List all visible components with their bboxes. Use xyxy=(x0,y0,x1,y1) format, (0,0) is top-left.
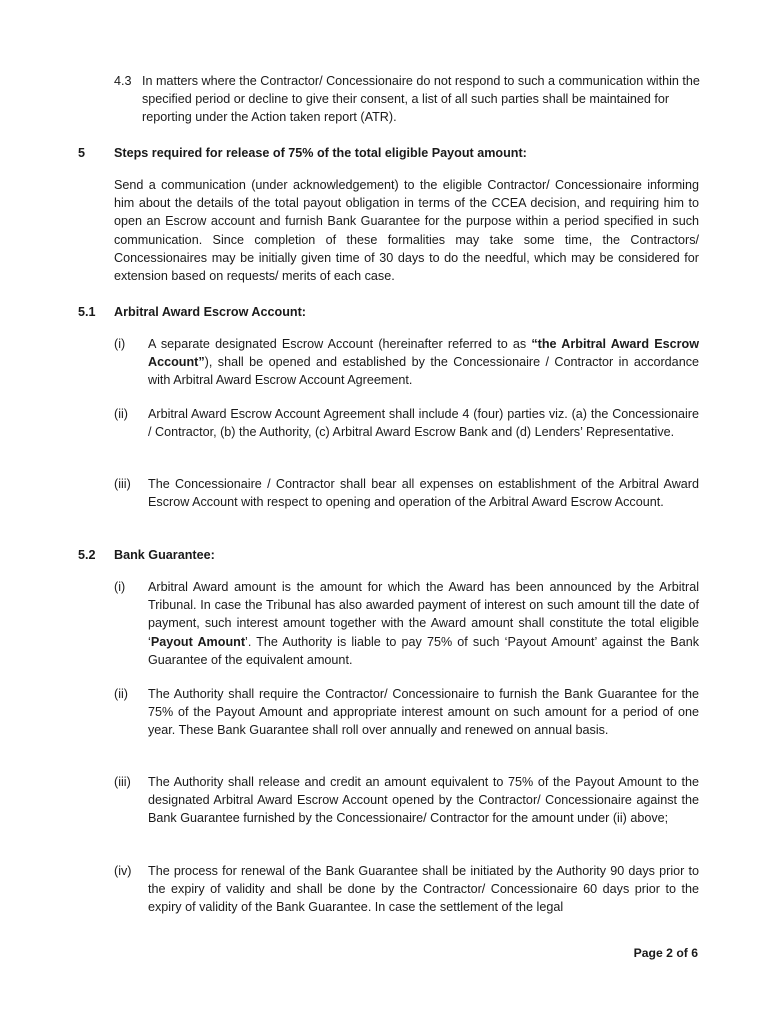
section-5-1-heading: Arbitral Award Escrow Account: xyxy=(114,305,306,319)
guarantee-item-3-text: The Authority shall release and credit an amount equivalent to 75% of the Payout Amount to the designated Arbitral Award Escrow Account opened by the Contractor/ Concessionaire against the Bank Guarantee furnished by the Concessionaire/ Contractor for the amount under (ii) above; xyxy=(148,775,699,826)
guarantee-item-1-text: Arbitral Award amount is the amount for which the Award has been announced by the Arbitral Tribunal. In case the Tribunal has also awarded payment of interest on such amount till the date of payment, such interest amount together with the Award amount shall constitute the total eligible ‘Payout Amount’. The Authority is liable to pay 75% of such ‘Payout Amount’ against the Bank Guarantee of the equivalent amount. xyxy=(148,580,699,667)
page-number: Page 2 of 6 xyxy=(633,946,698,960)
section-5-1-number: 5.1 xyxy=(78,305,96,319)
item-number: (iii) xyxy=(114,775,131,789)
item-number: (ii) xyxy=(114,687,128,701)
section-5-number: 5 xyxy=(78,146,86,160)
escrow-item-3-text: The Concessionaire / Contractor shall bear all expenses on establishment of the Arbitral Award Escrow Account with respect to opening and operation of the Arbitral Award Escrow Account. xyxy=(148,477,699,510)
guarantee-item-4-text: The process for renewal of the Bank Guarantee shall be initiated by the Authority 90 days prior to the expiry of validity and shall be done by the Contractor/ Concessionaire 60 days prior to the expiry of validity of the Bank Guarantee. In case the settlement of the legal xyxy=(148,864,699,915)
section-4-3-number: 4.3 xyxy=(114,74,132,88)
section-5-2-number: 5.2 xyxy=(78,548,96,562)
item-number: (iv) xyxy=(114,864,132,878)
section-4-3-text: In matters where the Contractor/ Concessionaire do not respond to such a communication within the specified period or decline to give their consent, a list of all such parties shall be maintained for reporting under the Action taken report (ATR). xyxy=(142,74,700,125)
guarantee-item-2-text: The Authority shall require the Contractor/ Concessionaire to furnish the Bank Guarantee for the 75% of the Payout Amount and appropriate interest amount on such amount for a period of one year. These Bank Guarantee shall roll over annually and renewed on annual basis. xyxy=(148,687,699,738)
item-number: (i) xyxy=(114,580,126,594)
section-5-paragraph: Send a communication (under acknowledgement) to the eligible Contractor/ Concessionaire informing him about the details of the total payout obligation in terms of the CCEA decision, and requiring him to open an Escrow account and furnish Bank Guarantee for the purpose within a period specified in such communication. Since completion of these formalities may take some time, the Contractors/ Concessionaires may be initially given time of 30 days to do the needful, which may be considered for extension based on requests/ merits of each case. xyxy=(114,178,699,284)
section-5-2-heading: Bank Guarantee: xyxy=(114,548,215,562)
escrow-item-1-text: A separate designated Escrow Account (hereinafter referred to as “the Arbitral Award Escrow Account”), shall be opened and established by the Concessionaire / Contractor in accordance with Arbitral Award Escrow Account Agreement. xyxy=(148,337,699,388)
escrow-item-2-text: Arbitral Award Escrow Account Agreement shall include 4 (four) parties viz. (a) the Concessionaire / Contractor, (b) the Authority, (c) Arbitral Award Escrow Bank and (d) Lenders’ Representative. xyxy=(148,407,699,440)
section-5-heading: Steps required for release of 75% of the total eligible Payout amount: xyxy=(114,146,527,160)
item-number: (i) xyxy=(114,337,126,351)
item-number: (ii) xyxy=(114,407,128,421)
item-number: (iii) xyxy=(114,477,131,491)
